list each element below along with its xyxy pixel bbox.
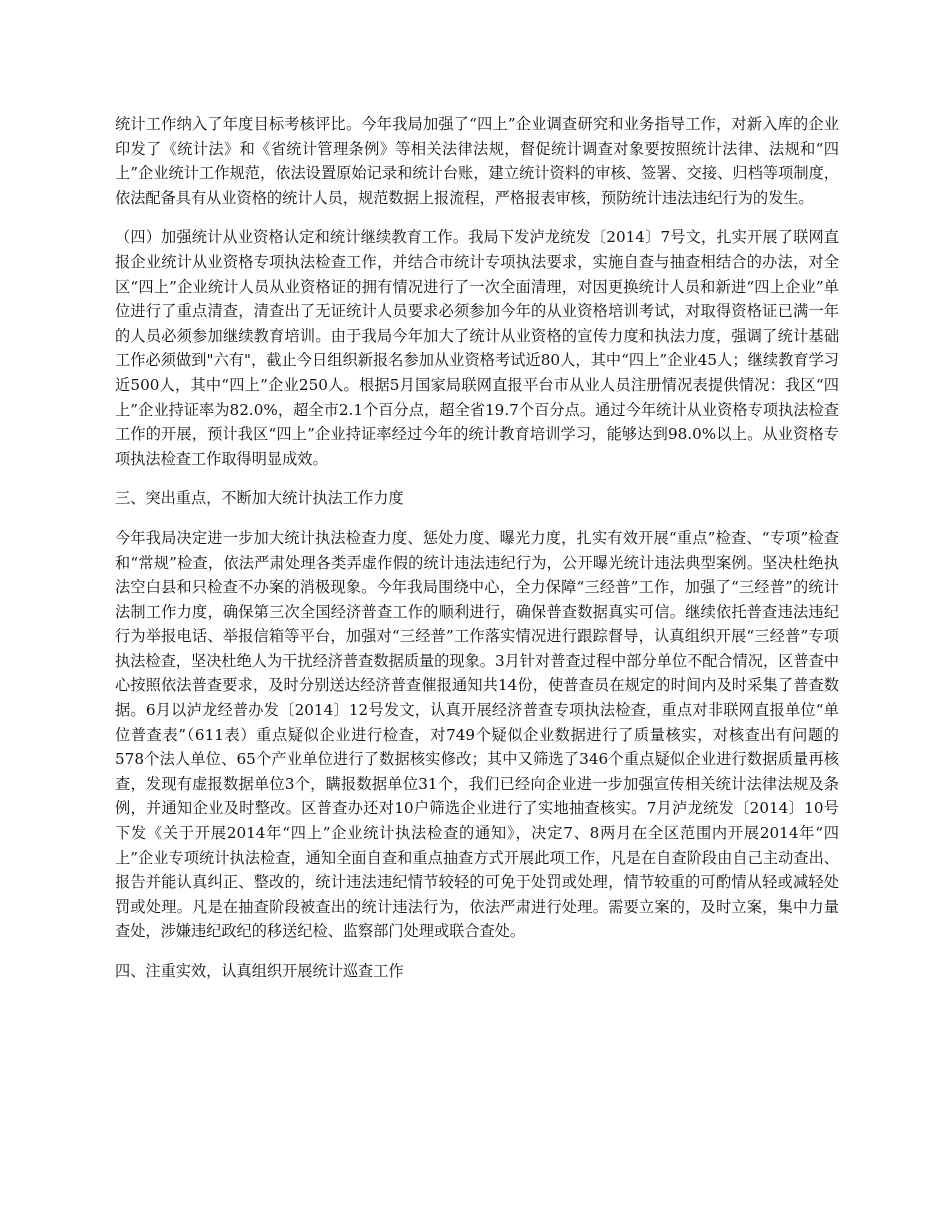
document-body — [115, 112, 839, 999]
section-heading-4: 四、注重实效，认真组织开展统计巡查工作 — [115, 962, 404, 980]
paragraph-law-enforcement: 今年我局决定进一步加大统计执法检查力度、惩处力度、曝光力度，扎实有效开展“重点”检查、“专项”检查和“常规”检查，依法严肃处理各类弄虚作假的统计违法违纪行为，公开曝光统计违法典型案例。坚决杜绝执法空白县和只检查不办案的消极现象。今年我局围绕中心，全力保障“三经普”工作，加强了“三经普”的统计法制工作力度，确保第三次全国经济普查工作的顺利进行，确保普查数据真实可信。继续依托普查违法违纪行为举报电话、举报信箱等平台，加强对“三经普”工作落实情况进行跟踪督导，认真组织开展“三经普”专项执法检查，坚决杜绝人为干扰经济普查数据质量的现象。3月针对普查过程中部分单位不配合情况，区普查中心按照依法普查要求，及时分别送达经济普查催报通知共14份，使普查员在规定的时间内及时采集了普查数据。6月以泸龙经普办发〔2014〕12号发文，认真开展经济普查专项执法检查，重点对非联网直报单位“单位普查表”（611表）重点疑似企业进行检查，对749个疑似企业数据进行了质量核实，对核查出有问题的578个法人单位、65个产业单位进行了数据核实修改；其中又筛选了346个重点疑似企业进行数据质量再核查，发现有虚报数据单位3个，瞒报数据单位31个，我们已经向企业进一步加强宣传相关统计法律法规及条例，并通知企业及时整改。区普查办还对10户筛选企业进行了实地抽查核实。7月泸龙统发〔2014〕10号下发《关于开展2014年“四上”企业统计执法检查的通知》，决定7、8两月在全区范围内开展2014年“四上”企业专项统计执法检查，通知全面自查和重点抽查方式开展此项工作，凡是在自查阶段由自己主动查出、报告并能认真纠正、整改的，统计违法违纪情节较轻的可免于处罚或处理，情节较重的可酌情从轻或减轻处罚或处理。凡是在抽查阶段被查出的统计违法行为，依法严肃进行处理。需要立案的，及时立案，集中力量查处，涉嫌违纪政纪的移送纪检、监察部门处理或联合查处。 — [115, 528, 839, 941]
section-heading-3: 三、突出重点，不断加大统计执法工作力度 — [115, 489, 404, 508]
paragraph-qualification-education: （四）加强统计从业资格认定和统计继续教育工作。我局下发泸龙统发〔2014〕7号文，扎实开展了联网直报企业统计从业资格专项执法检查工作，并结合市统计专项执法要求，实施自查与抽查相结合的办法，对全区“四上”企业统计人员从业资格证的拥有情况进行了一次全面清理，对因更换统计人员和新进“四上企业”单位进行了重点清查，清查出了无证统计人员要求必须参加今年的从业资格培训考试，对取得资格证已满一年的人员必须参加继续教育培训。由于我局今年加大了统计从业资格的宣传力度和执法力度，强调了统计基础工作必须做到"六有"，截止今日组织新报名参加从业资格考试近80人，其中“四上”企业45人；继续教育学习近500人，其中“四上”企业250人。根据5月国家局联网直报平台市从业人员注册情况表提供情况：我区“四上”企业持证率为82.0%，超全市2.1个百分点，超全省19.7个百分点。通过今年统计从业资格专项执法检查工作的开展，预计我区“四上”企业持证率经过今年的统计教育培训学习，能够达到98.0%以上。从业资格专项执法检查工作取得明显成效。 — [115, 228, 839, 468]
paragraph-goal-assessment: 统计工作纳入了年度目标考核评比。今年我局加强了“四上”企业调查研究和业务指导工作，对新入库的企业印发了《统计法》和《省统计管理条例》等相关法律法规，督促统计调查对象要按照统计法律、法规和“四上”企业统计工作规范，依法设置原始记录和统计台账，建立统计资料的审核、签署、交接、归档等项制度，依法配备具有从业资格的统计人员，规范数据上报流程，严格报表审核，预防统计违法违纪行为的发生。 — [115, 115, 839, 207]
